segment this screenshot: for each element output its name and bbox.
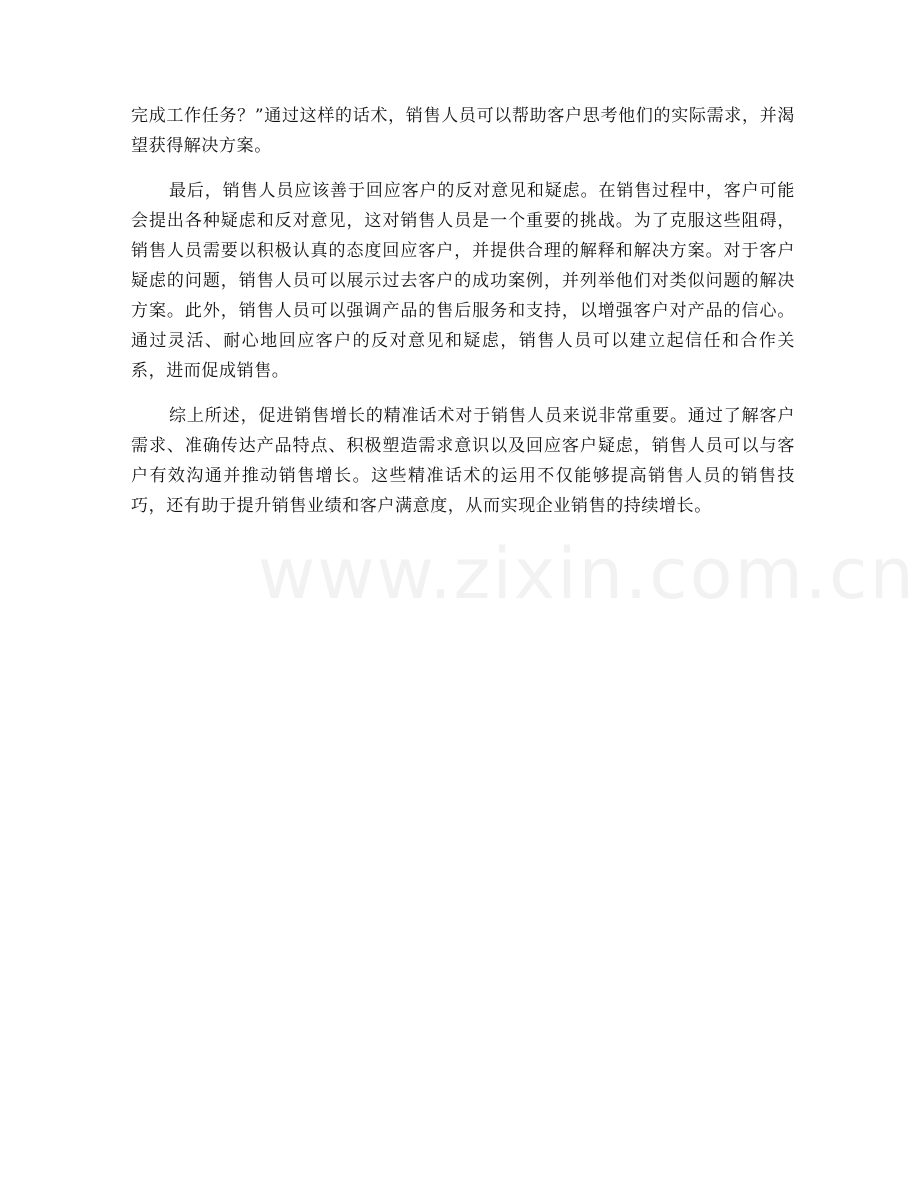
paragraph-continuation: 完成工作任务？”通过这样的话术，销售人员可以帮助客户思考他们的实际需求，并渴望获得解决方案。 xyxy=(131,106,795,156)
paragraph-conclusion: 综上所述，促进销售增长的精准话术对于销售人员来说非常重要。通过了解客户需求、准确传达产品特点、积极塑造需求意识以及回应客户疑虑，销售人员可以与客户有效沟通并推动销售增长。这些精准话术的运用不仅能够提高销售人员的销售技巧，还有助于提升销售业绩和客户满意度，从而实现企业销售的持续增长。 xyxy=(131,406,795,516)
paragraph-objections: 最后，销售人员应该善于回应客户的反对意见和疑虑。在销售过程中，客户可能会提出各种疑虑和反对意见，这对销售人员是一个重要的挑战。为了克服这些阻碍，销售人员需要以积极认真的态度回应客户，并提供合理的解释和解决方案。对于客户疑虑的问题，销售人员可以展示过去客户的成功案例，并列举他们对类似问题的解决方案。此外，销售人员可以强调产品的售后服务和支持，以增强客户对产品的信心。通过灵活、耐心地回应客户的反对意见和疑虑，销售人员可以建立起信任和合作关系，进而促成销售。 xyxy=(131,181,795,381)
watermark: www.zixin.com.cn xyxy=(258,533,916,615)
document-body xyxy=(131,101,795,536)
